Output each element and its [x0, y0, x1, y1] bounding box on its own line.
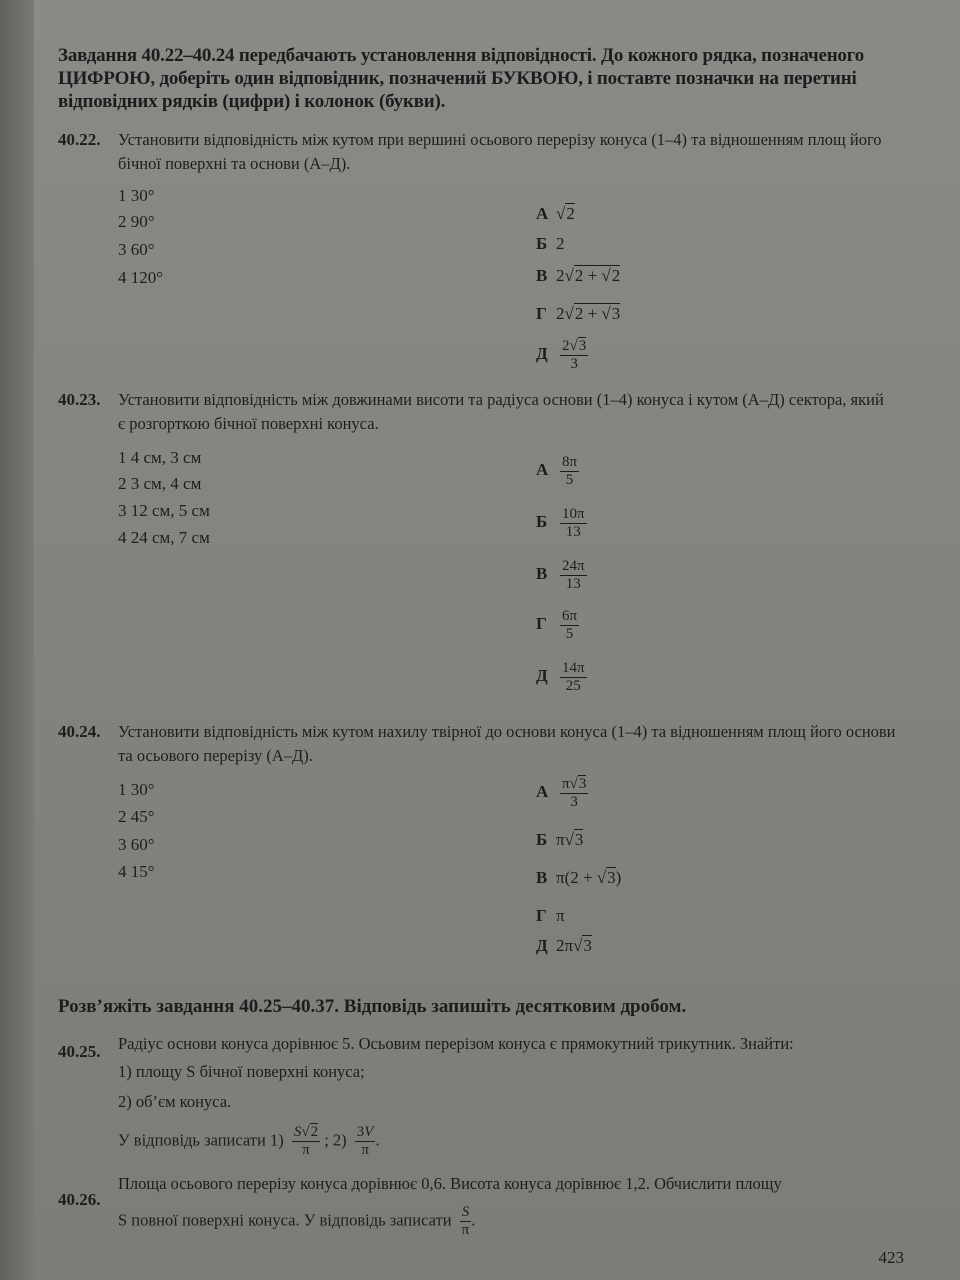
task-question-2: 2) об’єм конуса. [118, 1092, 232, 1111]
list-item: 1 30° [118, 186, 155, 205]
task-text-40-25: Радіус основи конуса дорівнює 5. Осьовим перерізом конуса є прямокутний трикутник. Знайти: [118, 1034, 794, 1053]
list-item: 2 45° [118, 807, 155, 826]
task-number-40-26: 40.26. [58, 1190, 101, 1209]
task-number-40-23: 40.23. [58, 390, 101, 409]
answer-format-40-25: У відповідь записати 1) $\frac{S√2}{\pi}$ ; 2) $\frac{3V}{\pi}$ . [118, 1124, 380, 1158]
answer-v-40-23: В $\frac{24\pi}{13}$ [536, 558, 585, 592]
answer-g-40-22: Г 2√2 + √3 [536, 304, 621, 323]
answer-a-40-24: А $\frac{\pi√3}{3}$ [536, 776, 587, 810]
answer-prefix: У відповідь записати 1) [118, 1130, 284, 1150]
list-item: 1 30° [118, 780, 155, 799]
task-text-40-23: Установити відповідність між довжинами висоти та радіуса основи (1–4) конуса і кутом (А–Д) сектора, який є розгорткою бічної поверхні конуса. [118, 390, 884, 433]
task-text-40-22: Установити відповідність між кутом при вершині осьового перерізу конуса (1–4) та відношенням площ його бічної поверхні та основи (А–Д). [118, 130, 882, 173]
answer-b-40-24: Б π√3 [536, 830, 584, 849]
page-shadow-edge [0, 0, 34, 1280]
task-number-40-22: 40.22. [58, 130, 101, 149]
answer-d-40-22: Д $\frac{2√3}{3}$ [536, 338, 587, 372]
answer-v-40-22: В 2√2 + √2 [536, 266, 621, 285]
list-item: 3 60° [118, 835, 155, 854]
task-number-40-24: 40.24. [58, 722, 101, 741]
task-text-40-26: Площа осьового перерізу конуса дорівнює 0,6. Висота конуса дорівнює 1,2. Обчислити площу [118, 1174, 782, 1193]
list-item: 4 24 см, 7 см [118, 528, 210, 547]
list-item: 4 120° [118, 268, 164, 287]
answer-g-40-23: Г $\frac{6\pi}{5}$ [536, 608, 578, 642]
list-item: 3 12 см, 5 см [118, 501, 210, 520]
task-text-40-26-line2: S повної поверхні конуса. У відповідь записати $\frac{S}{\pi}$ . [118, 1204, 476, 1238]
section-heading: Розв’яжіть завдання 40.25–40.37. Відповідь запишіть десятковим дробом. [58, 996, 687, 1017]
answer-v-40-24: В π(2 + √3) [536, 868, 622, 887]
answer-a-40-23: А $\frac{8\pi}{5}$ [536, 454, 578, 488]
list-item: 2 90° [118, 212, 155, 231]
task-text-40-24: Установити відповідність між кутом нахилу твірної до основи конуса (1–4) та відношенням площ його основи та осьового перерізу (А–Д). [118, 722, 896, 765]
answer-b-40-23: Б $\frac{10\pi}{13}$ [536, 506, 585, 540]
task-number-40-25: 40.25. [58, 1042, 101, 1061]
answer-mid: ; 2) [324, 1130, 347, 1150]
answer-a-40-22: А √2 [536, 204, 575, 223]
list-item: 3 60° [118, 240, 155, 259]
answer-d-40-24: Д 2π√3 [536, 936, 592, 955]
answer-g-40-24: Г π [536, 906, 565, 925]
task-text-40-26-cont: S повної поверхні конуса. У відповідь записати [118, 1210, 452, 1230]
list-item: 2 3 см, 4 см [118, 474, 202, 493]
answer-b-40-22: Б 2 [536, 234, 565, 253]
instructions-intro: Завдання 40.22–40.24 передбачають установлення відповідності. До кожного рядка, позначеного ЦИФРОЮ, доберіть один відповідник, позначений БУКВОЮ, і поставте позначки на перетині відповідних рядків (цифри) і колонок (букви). [58, 45, 864, 112]
answer-d-40-23: Д $\frac{14\pi}{25}$ [536, 660, 585, 694]
task-question-1: 1) площу S бічної поверхні конуса; [118, 1062, 365, 1081]
list-item: 1 4 см, 3 см [118, 448, 202, 467]
list-item: 4 15° [118, 862, 155, 881]
page-number: 423 [878, 1248, 904, 1267]
